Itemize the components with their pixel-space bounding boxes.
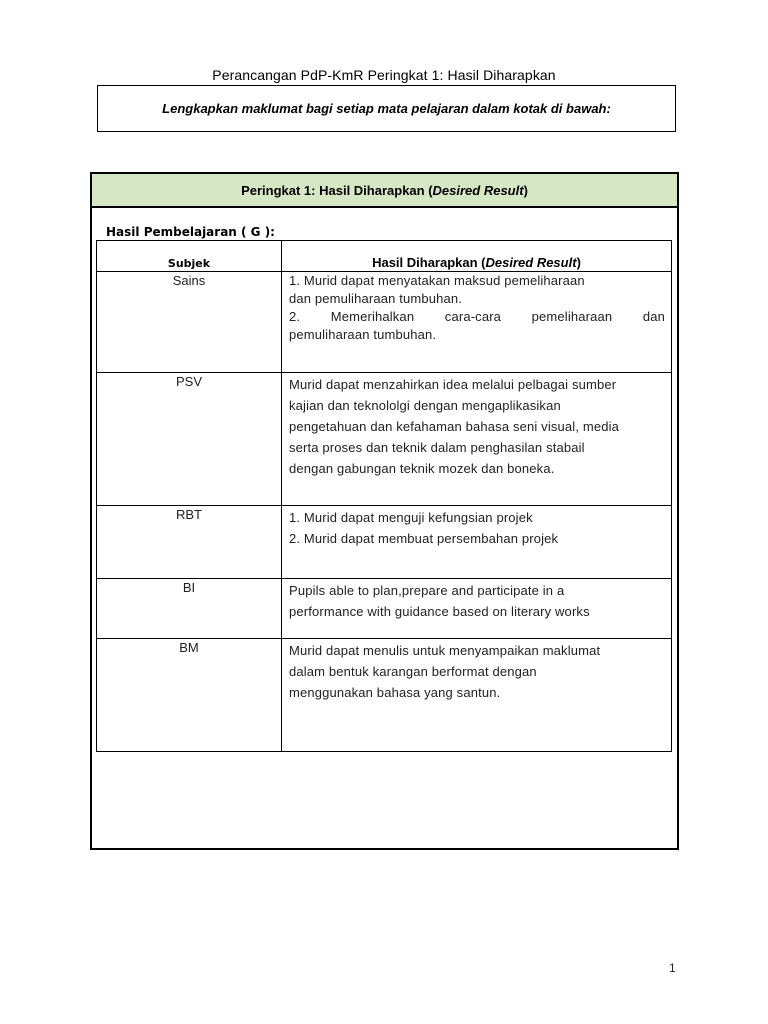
- result-column-header: [282, 241, 672, 272]
- result-line: pengetahuan dan kefahaman bahasa seni visual, media: [289, 419, 619, 434]
- result-line: dengan gabungan teknik mozek dan boneka.: [289, 461, 555, 476]
- result-line: menggunakan bahasa yang santun.: [289, 685, 501, 700]
- table-row: [97, 506, 672, 579]
- table-row: [97, 272, 672, 373]
- instruction-box: [97, 85, 676, 132]
- header-suffix: ): [523, 182, 528, 198]
- result-line: Murid dapat menulis untuk menyampaikan maklumat: [289, 643, 601, 658]
- table-row: [97, 639, 672, 752]
- subject-cell: PSV: [97, 373, 282, 506]
- result-line: kajian dan teknololgi dengan mengaplikasikan: [289, 398, 561, 413]
- table-header-row: [97, 241, 672, 272]
- result-line: dalam bentuk karangan berformat dengan: [289, 664, 537, 679]
- result-cell: [282, 506, 672, 579]
- result-cell: [282, 373, 672, 506]
- table-row: [97, 373, 672, 506]
- result-line: 1. Murid dapat menyatakan maksud pemeliharaan: [289, 273, 585, 288]
- result-cell: [282, 579, 672, 639]
- result-line: Murid dapat menzahirkan idea melalui pelbagai sumber: [289, 377, 617, 392]
- stage-one-header: [92, 174, 677, 208]
- result-line: serta proses dan teknik dalam penghasilan stabail: [289, 440, 585, 455]
- subject-cell: BI: [97, 579, 282, 639]
- document-title: Perancangan PdP-KmR Peringkat 1: Hasil Diharapkan: [212, 67, 556, 83]
- result-cell: [282, 272, 672, 373]
- header-italic: Desired Result: [432, 182, 524, 198]
- table-row: [97, 579, 672, 639]
- result-line: performance with guidance based on literary works: [289, 604, 590, 619]
- desired-result-table: [96, 240, 672, 752]
- result-line: 1. Murid dapat menguji kefungsian projek: [289, 510, 533, 525]
- subject-cell: RBT: [97, 506, 282, 579]
- result-header-italic: Desired Result: [485, 255, 577, 270]
- subject-column-header: Subjek: [97, 241, 282, 272]
- instruction-text: Lengkapkan maklumat bagi setiap mata pelajaran dalam kotak di bawah:: [162, 100, 611, 116]
- subject-cell: Sains: [97, 272, 282, 373]
- result-line: dan pemuliharaan tumbuhan.: [289, 291, 463, 306]
- header-prefix: Peringkat 1: Hasil Diharapkan (: [241, 182, 433, 198]
- result-line: 2. Murid dapat membuat persembahan projek: [289, 531, 559, 546]
- result-line: 2. Memerihalkan cara-cara pemeliharaan dan: [289, 309, 665, 324]
- result-cell: [282, 639, 672, 752]
- result-line: pemuliharaan tumbuhan.: [289, 327, 437, 342]
- result-header-prefix: Hasil Diharapkan (: [372, 255, 486, 270]
- result-header-suffix: ): [576, 255, 581, 270]
- result-line: Pupils able to plan,prepare and participate in a: [289, 583, 565, 598]
- page-number: 1: [669, 961, 676, 975]
- subject-cell: BM: [97, 639, 282, 752]
- learning-outcome-label: Hasil Pembelajaran ( G ):: [106, 225, 275, 239]
